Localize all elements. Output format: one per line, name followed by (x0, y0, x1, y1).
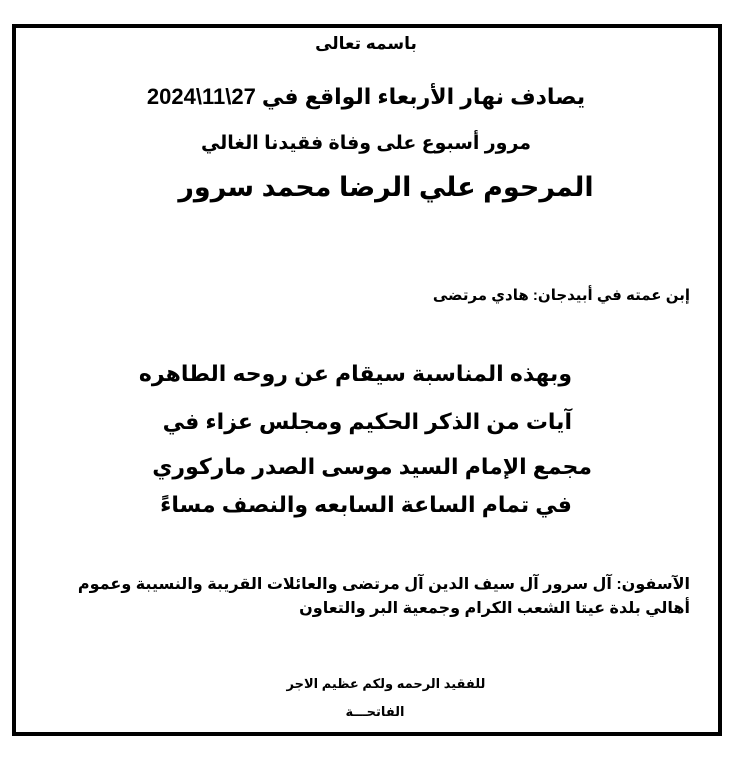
closing-prayer: للفقيد الرحمه ولكم عظيم الاجر (286, 676, 486, 691)
deceased-name: المرحوم علي الرضا محمد سرور (178, 172, 594, 202)
occasion-line: مرور أسبوع على وفاة فقيدنا الغالي (200, 133, 532, 154)
ceremony-line-2: آيات من الذكر الحكيم ومجلس عزاء في (162, 409, 572, 434)
ceremony-line-3: مجمع الإمام السيد موسى الصدر ماركوري (152, 454, 592, 479)
ceremony-line-4: في تمام الساعة السابعه والنصف مساءً (160, 492, 572, 517)
ceremony-line-1: وبهذه المناسبة سيقام عن روحه الطاهره (138, 361, 572, 386)
closing-fatiha: الفاتحـــة (345, 704, 405, 719)
mourners-line-2: أهالي بلدة عيتا الشعب الكرام وجمعية البر والتعاون (299, 600, 690, 617)
mourners-line-1: الآسفون: آل سرور آل سيف الدين آل مرتضى والعائلات القريبة والنسيبة وعموم (77, 576, 690, 593)
invocation: باسمه تعالى (315, 34, 417, 53)
relative-line: إبن عمته في أبيدجان: هادي مرتضى (432, 287, 690, 304)
date-line: يصادف نهار الأربعاء الواقع في 27\11\2024 (146, 84, 586, 109)
